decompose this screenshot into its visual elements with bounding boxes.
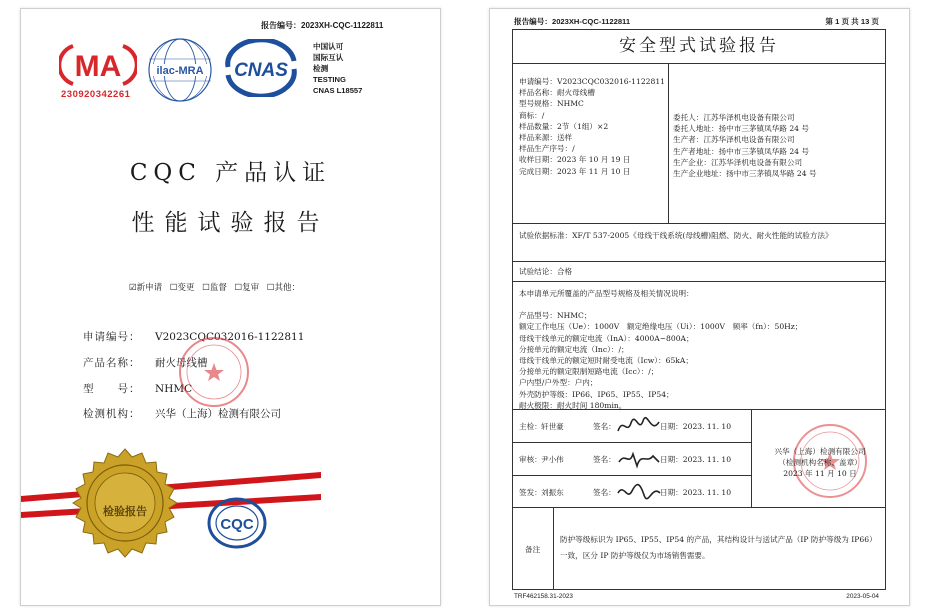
checkbox-icon: ☐ [202,283,210,293]
field-value: 兴华（上海）检测有限公司 [155,408,281,420]
handwritten-signature-icon [615,413,663,439]
sample-info-section [513,64,885,224]
cnas-logo-text: CNAS [234,60,288,81]
option-label: 新申请 [136,283,163,293]
cover-title-line2: 性能试验报告 [131,210,330,236]
info-line: 样品名称：耐火母线槽 [519,88,595,98]
info-line: 委托人：江苏华泽机电设备有限公司 [673,113,795,122]
signature-row-inspector [513,410,751,443]
form-date: 2023-05-04 [846,593,879,600]
description-line: 本申请单元所覆盖的产品型号规格及相关情况说明： [519,289,694,298]
info-line: 收样日期：2023 年 10 月 19 日 [519,155,631,165]
application-type-options [129,281,305,293]
signature-date: 日期：2023. 11. 10 [660,488,732,497]
checkbox-icon: ☐ [169,283,178,293]
info-line: 生产者地址：扬中市三茅镇凤华路 24 号 [673,146,809,156]
option-change[interactable] [170,283,195,293]
description-line: 产品型号：NHMC； [519,311,592,321]
signature-section [513,410,885,508]
seal-text: 检验报告 [103,505,147,518]
signature-label: 签名： [593,422,616,431]
signature-row-reviewer [513,443,751,476]
remarks-label: 备注 [525,545,541,554]
signature-date: 日期：2023. 11. 10 [660,422,732,431]
option-supervision[interactable] [202,283,227,293]
description-list [519,288,802,411]
signature-name: 刘振东 [541,488,564,497]
organization-stamp-block [753,446,887,479]
organization-name: 兴华（上海）检测有限公司 [774,447,866,456]
signature-label: 签名： [593,488,616,497]
option-label: 其他： [274,283,301,293]
info-line: 样品来源：送样 [519,133,573,143]
ilac-logo-text: ilac-MRA [156,65,204,77]
remarks-section [513,508,885,590]
checkbox-icon: ☑ [129,283,137,293]
cnas-logo-icon [222,39,300,97]
field-value: 耐火母线槽 [155,357,208,369]
form-number: TRF462158.31-2023 [514,593,573,600]
signature-name: 尹小伟 [541,455,564,464]
column-divider [668,64,669,224]
cover-title-line1: CQC 产品认证 [129,160,332,186]
sample-info-list [519,76,665,177]
cqc-logo-icon [206,495,268,551]
organization-date: 2023 年 11 月 10 日 [783,469,857,478]
column-divider [751,410,752,508]
info-line: 委托人地址：扬中市三茅镇凤华路 24 号 [673,124,809,134]
report-table [512,29,886,590]
field-label: 申请编号： [83,331,141,343]
option-label: 变更 [177,283,195,293]
remarks-text: 防护等级标识为 IP65、IP55、IP54 的产品，其结构设计与送试产品（IP 防护等级为 IP66）一致，区分 IP 防护等级仅为市场销售需要。 [560,535,877,560]
option-new[interactable] [129,283,162,293]
ilac-mra-logo-icon [147,37,213,103]
ma-logo-text: MA [74,50,122,83]
cnas-accreditation-text [313,41,362,96]
description-line [519,299,802,310]
option-label: 复审 [242,283,260,293]
description-section [513,282,885,410]
description-line: 分接单元的额定电流（Inc）：/； [519,344,629,354]
page-counter: 第 1 页 共 13 页 [825,17,879,26]
option-review[interactable] [235,283,260,293]
column-divider [553,508,554,590]
checkbox-icon: ☐ [266,283,275,293]
info-line: 样品生产序号：/ [519,144,575,154]
cnas-label-line: CNAS L18557 [313,86,363,95]
field-label: 型 号： [83,383,141,395]
info-line: 生产企业地址：扬中市三茅镇凤华路 24 号 [673,169,817,179]
info-line: 样品数量：2节（1组）×2 [519,121,609,131]
field-label: 产品名称： [83,357,141,369]
info-line: 申请编号：V2023CQC032016-1122811 [519,77,665,86]
report-title: 安全型式试验报告 [513,30,885,64]
field-value: V2023CQC032016-1122811 [155,331,305,343]
description-line: 外壳防护等级：IP66、IP65、IP55、IP54； [519,389,674,399]
info-line: 生产企业：江苏华泽机电设备有限公司 [673,157,803,167]
description-line: 母线干线单元的额定短时耐受电流（Icw）：65kA； [519,356,693,366]
field-model [83,381,192,396]
signature-role: 签发： [519,488,542,497]
description-line: 分接单元的额定限制短路电流（Icc）：/； [519,367,659,377]
description-line: 户内型/户外型：户内； [519,378,598,388]
certificate-cover-page [20,8,441,606]
info-line: 完成日期：2023 年 11 月 10 日 [519,166,631,176]
test-basis-text: 试验依据标准：XF/T 537-2005《母线干线系统(母线槽)阻燃、防火、耐火性能的试验方法》 [519,231,833,240]
report-number: 报告编号：2023XH-CQC-1122811 [514,17,631,26]
conclusion-text: 试验结论：合格 [519,267,573,276]
signature-role: 审核： [519,455,542,464]
gold-seal-icon [69,447,181,559]
signature-role: 主检： [519,422,542,431]
test-report-page [489,8,910,606]
description-line: 额定工作电压（Ue）：1000V 额定绝缘电压（Ui）：1000V 频率（fn）：50Hz； [519,322,803,332]
report-number: 报告编号：2023XH-CQC-1122811 [261,21,384,30]
client-info-list [673,112,817,179]
handwritten-signature-icon [615,446,663,472]
organization-seal-note: （检测机构名称、盖章） [778,458,862,467]
handwritten-signature-icon [615,479,663,505]
conclusion-section [513,262,885,282]
signature-name: 轩世豪 [541,422,564,431]
info-line: 型号规格：NHMC [519,99,584,109]
option-label: 监督 [209,283,227,293]
field-label: 检测机构： [83,408,141,420]
red-stamp-icon [177,335,251,409]
cma-code: 230920342261 [61,89,131,100]
signature-label: 签名： [593,455,616,464]
cnas-label-line: 国际互认 [313,53,344,62]
field-value: NHMC [155,383,193,395]
cnas-label-line: 检测 [313,64,329,73]
description-line: 耐火极限：耐火时间 180min。 [519,400,627,410]
checkbox-icon: ☐ [234,283,243,293]
info-line: 商标：/ [519,110,545,120]
cnas-label-line: 中国认可 [313,42,344,51]
info-line: 生产者：江苏华泽机电设备有限公司 [673,135,795,145]
cnas-label-line: TESTING [313,75,346,84]
test-basis-section [513,224,885,262]
description-line: 母线干线单元的额定电流（InA）：4000A~800A； [519,333,694,343]
cqc-logo-text: CQC [220,516,254,533]
option-other[interactable] [267,283,300,293]
cma-logo-icon [59,42,137,88]
signature-date: 日期：2023. 11. 10 [660,455,732,464]
signature-row-issuer [513,476,751,508]
